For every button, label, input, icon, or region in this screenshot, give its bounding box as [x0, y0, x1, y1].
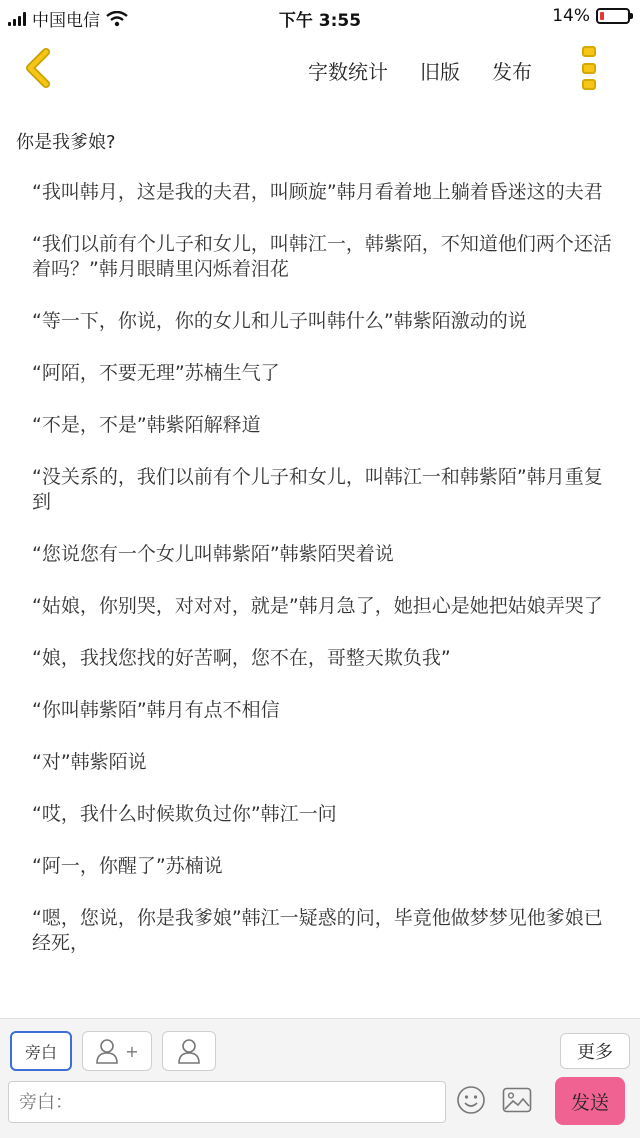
story-paragraph[interactable]: “我叫韩月，这是我的夫君，叫顾旋”韩月看着地上躺着昏迷这的夫君: [32, 181, 603, 203]
nav-bar: [0, 34, 640, 106]
add-plus-label: +: [125, 1041, 139, 1061]
status-right: [552, 6, 630, 26]
narrator-role-label: 旁白: [24, 1042, 57, 1062]
image-button[interactable]: [502, 1087, 532, 1113]
story-paragraph[interactable]: “对”韩紫陌说: [32, 751, 147, 773]
story-paragraph[interactable]: “等一下，你说，你的女儿和儿子叫韩什么”韩紫陌激动的说: [32, 310, 527, 332]
story-paragraph[interactable]: “我们以前有个儿子和女儿，叫韩江一，韩紫陌，不知道他们两个还活着吗？”韩月眼睛里闪烁着泪花: [32, 233, 612, 280]
story-paragraph[interactable]: “姑娘，你别哭，对对对，就是”韩月急了，她担心是她把姑娘弄哭了: [32, 595, 603, 617]
menu-dot-icon: [582, 46, 596, 57]
smiley-icon: [456, 1085, 486, 1115]
send-button-label: 发送: [570, 1091, 609, 1114]
message-input[interactable]: [8, 1081, 446, 1123]
story-content: [32, 180, 612, 983]
back-button[interactable]: [18, 46, 62, 90]
nav-actions: [308, 56, 532, 85]
more-button[interactable]: [560, 1033, 630, 1069]
more-menu-button[interactable]: [578, 46, 600, 90]
add-user-icon: [95, 1038, 119, 1064]
carrier-name: 中国电信: [32, 11, 100, 31]
narrator-role-button[interactable]: [10, 1031, 72, 1071]
battery-fill: [600, 12, 604, 20]
story-paragraph[interactable]: “阿一，你醒了”苏楠说: [32, 855, 223, 877]
menu-dot-icon: [582, 79, 596, 90]
emoji-button[interactable]: [456, 1085, 486, 1115]
story-paragraph[interactable]: “哎，我什么时候欺负过你”韩江一问: [32, 803, 337, 825]
story-paragraph[interactable]: “不是，不是”韩紫陌解释道: [32, 414, 261, 436]
story-paragraph[interactable]: “娘，我找您找的好苦啊，您不在，哥整天欺负我”: [32, 647, 451, 669]
story-paragraph[interactable]: “嗯，您说，你是我爹娘”韩江一疑惑的问，毕竟他做梦梦见他爹娘已经死，: [32, 907, 603, 954]
status-time: 下午 3:55: [278, 11, 362, 31]
battery-icon: [596, 8, 630, 24]
menu-dot-icon: [582, 63, 596, 74]
more-button-label: 更多: [577, 1042, 613, 1063]
document-title[interactable]: 你是我爹娘?: [16, 132, 116, 153]
image-icon: [502, 1087, 532, 1113]
story-paragraph[interactable]: “没关系的，我们以前有个儿子和女儿，叫韩江一和韩紫陌”韩月重复到: [32, 466, 603, 513]
status-bar: [0, 0, 640, 34]
user-icon: [177, 1038, 201, 1064]
bottom-toolbar: [0, 1018, 640, 1138]
chevron-left-icon: [18, 46, 62, 90]
story-paragraph[interactable]: “你叫韩紫陌”韩月有点不相信: [32, 699, 280, 721]
battery-percent: 14%: [552, 6, 590, 26]
add-role-button[interactable]: [82, 1031, 152, 1071]
story-paragraph[interactable]: “阿陌，不要无理”苏楠生气了: [32, 362, 280, 384]
word-count-button[interactable]: 字数统计: [308, 60, 388, 84]
role-button[interactable]: [162, 1031, 216, 1071]
old-version-button[interactable]: 旧版: [420, 60, 460, 84]
story-paragraph[interactable]: “您说您有一个女儿叫韩紫陌”韩紫陌哭着说: [32, 543, 394, 565]
send-button[interactable]: [555, 1077, 625, 1125]
publish-button[interactable]: 发布: [492, 60, 532, 84]
